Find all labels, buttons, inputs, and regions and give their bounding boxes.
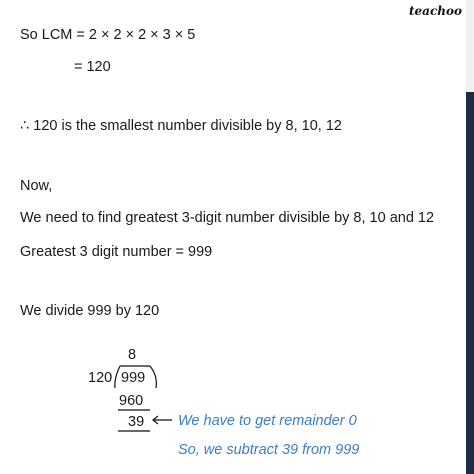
divide-statement: We divide 999 by 120 (20, 303, 160, 319)
lcm-value: = 120 (74, 59, 111, 75)
need-statement: We need to find greatest 3-digit number divisible by 8, 10 and 12 (20, 210, 435, 226)
therefore-statement: ∴ 120 is the smallest number divisible by 8, 10, 12 (20, 118, 342, 134)
brand-logo: teachoo (409, 4, 462, 18)
now-label: Now, (20, 178, 53, 194)
division-remainder: 39 (128, 414, 145, 430)
greatest-number-statement: Greatest 3 digit number = 999 (20, 244, 213, 260)
division-quotient: 8 (128, 347, 137, 363)
lcm-expression: So LCM = 2 × 2 × 2 × 3 × 5 (20, 27, 196, 43)
division-divisor: 120 (88, 370, 113, 386)
note-subtract: So, we subtract 39 from 999 (178, 442, 360, 458)
division-product: 960 (119, 393, 144, 409)
note-remainder: We have to get remainder 0 (178, 413, 357, 429)
division-dividend: 999 (121, 370, 146, 386)
